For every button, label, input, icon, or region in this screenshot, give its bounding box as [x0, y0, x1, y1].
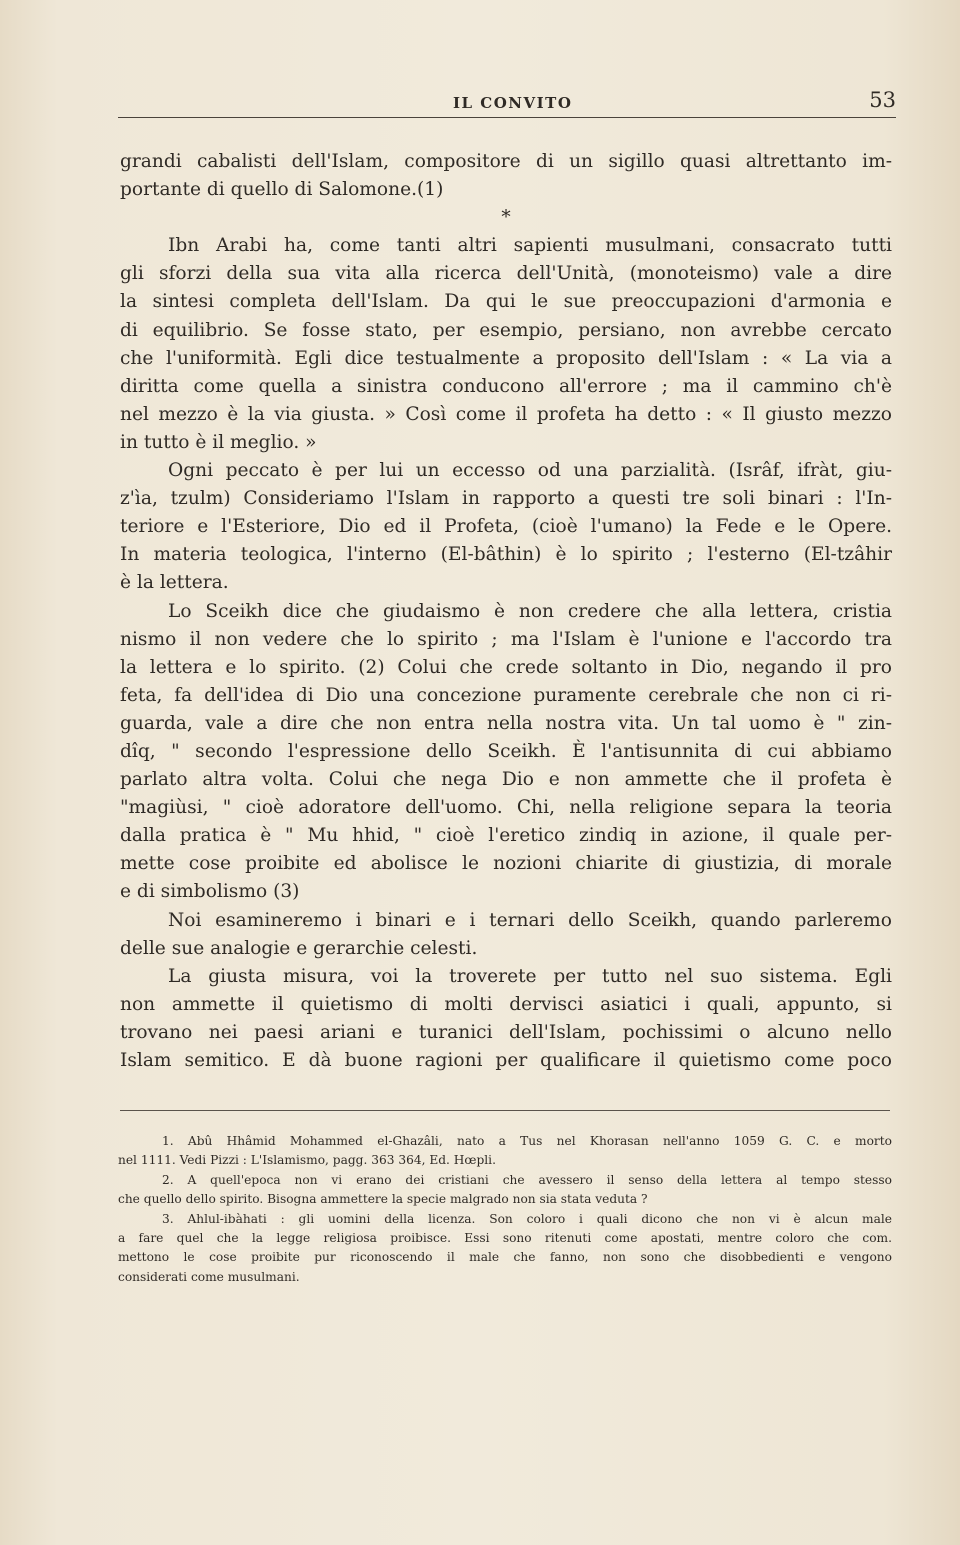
- text-line: delle sue analogie e gerarchie celesti.: [120, 937, 478, 959]
- footnote-rule: [120, 1110, 890, 1111]
- text-line: z'ìa, tzulm) Consideriamo l'Islam in rapporto a questi tre soli binari : l'In-: [120, 488, 892, 510]
- text-line: feta, fa dell'idea di Dio una concezione puramente cerebrale che non ci ri-: [120, 684, 892, 706]
- running-head: [118, 88, 896, 118]
- footnote-line: a fare quel che la legge religiosa proibisce. Essi sono ritenuti come apostati, mentre coloro che com.: [118, 1231, 892, 1246]
- text-line: di equilibrio. Se fosse stato, per esempio, persiano, non avrebbe cercato: [120, 319, 892, 341]
- text-line: Ogni peccato è per lui un eccesso od una parzialità. (Isrâf, ifràt, giu-: [168, 460, 892, 482]
- text-line: la lettera e lo spirito. (2) Colui che crede soltanto in Dio, negando il pro: [120, 656, 892, 678]
- text-line: parlato altra volta. Colui che nega Dio e non ammette che il profeta è: [120, 769, 892, 791]
- text-line: gli sforzi della sua vita alla ricerca dell'Unità, (monoteismo) vale a dire: [120, 263, 892, 285]
- text-line: in tutto è il meglio. »: [120, 431, 317, 453]
- text-line: non ammette il quietismo di molti dervisci asiatici i quali, appunto, si: [120, 993, 892, 1015]
- text-line: che l'uniformità. Egli dice testualmente a proposito dell'Islam : « La via a: [120, 347, 892, 369]
- text-line: Noi esamineremo i binari e i ternari dello Sceikh, quando parleremo: [168, 909, 892, 931]
- text-line: e di simbolismo (3): [120, 881, 300, 903]
- footnote-line: 2. A quell'epoca non vi erano dei cristiani che avessero il senso della lettera al tempo stesso: [162, 1172, 892, 1187]
- footnote-line: che quello dello spirito. Bisogna ammettere la specie malgrado non sia stata veduta ?: [118, 1192, 648, 1207]
- header-rule: [118, 117, 896, 119]
- section-divider-asterism: *: [501, 207, 511, 229]
- text-line: è la lettera.: [120, 572, 229, 594]
- footnote-line: considerati come musulmani.: [118, 1269, 300, 1284]
- text-line: trovano nei paesi ariani e turanici dell'Islam, pochissimi o alcuno nello: [120, 1021, 892, 1043]
- page-number: 53: [869, 88, 896, 112]
- text-line: In materia teologica, l'interno (El-bâthin) è lo spirito ; l'esterno (El-tzâhir: [120, 544, 892, 566]
- text-line: La giusta misura, voi la troverete per tutto nel suo sistema. Egli: [168, 965, 892, 987]
- text-line: grandi cabalisti dell'Islam, compositore di un sigillo quasi altrettanto im-: [120, 151, 892, 172]
- footnote-line: nel 1111. Vedi Pizzi : L'Islamismo, pagg. 363 364, Ed. Hœpli.: [118, 1153, 496, 1168]
- text-line: diritta come quella a sinistra conducono all'errore ; ma il cammino ch'è: [120, 375, 892, 397]
- text-line: nel mezzo è la via giusta. » Così come il profeta ha detto : « Il giusto mezzo: [120, 403, 892, 425]
- footnote-line: 1. Abû Hhâmid Mohammed el-Ghazâli, nato a Tus nel Khorasan nell'anno 1059 G. C. e morto: [162, 1134, 892, 1148]
- text-line: portante di quello di Salomone.(1): [120, 179, 444, 201]
- text-line: Ibn Arabi ha, come tanti altri sapienti musulmani, consacrato tutti: [168, 235, 892, 257]
- text-line: Islam semitico. E dà buone ragioni per qualificare il quietismo come poco: [120, 1050, 892, 1071]
- running-head-title: IL CONVITO: [453, 94, 573, 112]
- text-line: nismo il non vedere che lo spirito ; ma l'Islam è l'unione e l'accordo tra: [120, 628, 892, 650]
- text-line: Lo Sceikh dice che giudaismo è non credere che alla lettera, cristia: [168, 600, 892, 622]
- text-line: teriore e l'Esteriore, Dio ed il Profeta, (cioè l'umano) la Fede e le Opere.: [120, 516, 892, 538]
- text-line: dalla pratica è " Mu hhid, " cioè l'eretico zindiq in azione, il quale per-: [120, 825, 892, 847]
- text-line: "magiùsi, " cioè adoratore dell'uomo. Chi, nella religione separa la teoria: [120, 797, 892, 819]
- footnote-line: mettono le cose proibite pur riconoscendo il male che fanno, non sono che disobbedienti e vengono: [118, 1250, 892, 1265]
- text-line: la sintesi completa dell'Islam. Da qui le sue preoccupazioni d'armonia e: [120, 291, 892, 313]
- main-text: [120, 148, 892, 1075]
- text-line: guarda, vale a dire che non entra nella nostra vita. Un tal uomo è " zin-: [120, 712, 892, 734]
- footnote-line: 3. Ahlul-ibàhati : gli uomini della licenza. Son coloro i quali dicono che non vi è alcun male: [162, 1211, 892, 1226]
- text-line: mette cose proibite ed abolisce le nozioni chiarite di giustizia, di morale: [120, 853, 892, 875]
- footnotes: [118, 1132, 892, 1287]
- text-line: dîq, " secondo l'espressione dello Sceikh. È l'antisunnita di cui abbiamo: [120, 740, 892, 762]
